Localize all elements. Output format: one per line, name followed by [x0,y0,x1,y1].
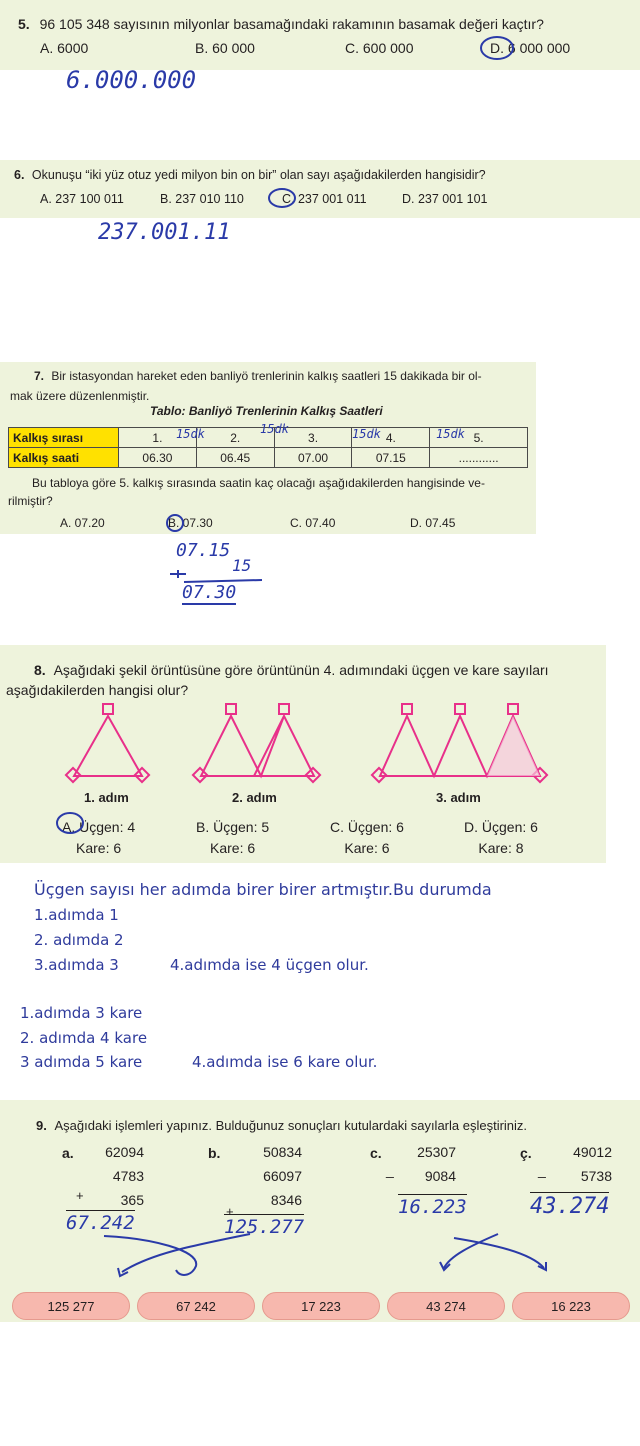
note-line: 3 adımda 5 kare [20,1053,143,1071]
row1-label: Kalkış sırası [9,428,119,448]
q9-match-arrows-icon [0,1228,640,1288]
q7-option-d[interactable]: D. 07.45 [410,516,456,530]
q9-d-label: ç. [520,1145,532,1161]
answer-box[interactable]: 43 274 [387,1292,505,1320]
table-row [9,448,528,468]
q7-answer-circle-icon [163,512,187,534]
note-line: 3.adımda 3 [34,956,119,974]
q9-c-label: c. [370,1145,382,1161]
operand: 5738 [580,1168,612,1184]
q8-pattern-figure [0,700,606,790]
q5-option-c[interactable]: C. 600 000 [345,40,414,56]
operand: 49012 [573,1144,612,1160]
q8-option-c-line2: Kare: 6 [344,840,390,856]
q7-text1: Bir istasyondan hareket eden banliyö trenlerinin kalkış saatleri 15 dakikada bir ol- [51,369,482,383]
q5-handwritten-work: 6.000.000 [66,66,197,94]
q6-option-a[interactable]: A. 237 100 011 [40,192,124,206]
q7-hand-note: 15dk [260,422,289,436]
q7-hand-note: 15dk [352,427,381,441]
q9-b-label: b. [208,1145,221,1161]
table-cell: ............ [430,448,528,468]
q9-a-result: 67.242 [66,1212,135,1234]
q6-handwritten-work: 237.001.11 [98,220,231,245]
q9-b-operator: + [226,1204,234,1219]
answer-box[interactable]: 125 277 [12,1292,130,1320]
note-line: 2. adımda 4 kare [20,1029,148,1047]
operand: 9084 [424,1168,456,1184]
operand: 365 [120,1192,144,1208]
operand: 4783 [112,1168,144,1184]
q8-option-b-line2: Kare: 6 [210,840,256,856]
q6-question [14,168,486,182]
q8-option-a-line2: Kare: 6 [76,840,122,856]
table-cell: 06.30 [119,448,197,468]
q7-option-b[interactable]: B. 07.30 [168,516,213,530]
q8-text2: aşağıdakilerden hangisi olur? [6,682,189,698]
q6-answer-circle-icon [266,186,298,210]
q8-question-line1 [34,662,549,678]
q8-number: 8. [34,662,46,678]
q7-hand-note: 15dk [176,427,205,441]
q5-number: 5. [18,16,30,32]
q5-question [18,16,544,32]
q8-option-b[interactable] [196,817,269,859]
q8-option-c-line1: C. Üçgen: 6 [330,819,404,835]
table-cell: 5. [430,428,528,448]
q9-a-operation [80,1140,144,1212]
q8-option-c[interactable] [330,817,404,859]
q9-c-operator: _ [386,1162,394,1178]
q7-work-line2: 15 [232,556,252,575]
row2-label: Kalkış saati [9,448,119,468]
q8-option-d-line2: Kare: 8 [478,840,524,856]
q6-option-d[interactable]: D. 237 001 101 [402,192,488,206]
note-line: 1.adımda 3 kare [20,1004,143,1022]
q7-work-line1: 07.15 [176,540,231,561]
operand: 8346 [270,1192,302,1208]
q9-a-label: a. [62,1145,74,1161]
q9-number: 9. [36,1118,47,1133]
answer-box[interactable]: 17 223 [262,1292,380,1320]
answer-box[interactable]: 16 223 [512,1292,630,1320]
q8-option-d-line1: D. Üçgen: 6 [464,819,538,835]
note-line: 4.adımda ise 6 kare olur. [192,1053,378,1071]
note-line: 2. adımda 2 [34,931,124,949]
q8-text1: Aşağıdaki şekil örüntüsüne göre örüntünün 4. adımındaki üçgen ve kare sayıları [53,662,549,678]
q5-text: 96 105 348 sayısının milyonlar basamağındaki rakamının basamak değeri kaçtır? [39,16,544,32]
q9-c-operation [392,1140,456,1188]
q7-number: 7. [34,369,45,383]
q8-step-label: 1. adım [84,790,129,805]
table-cell: 1. [119,428,197,448]
table-cell: 07.00 [274,448,352,468]
q5-answer-circle-icon [478,34,518,62]
q9-d-result: 43.274 [530,1194,610,1219]
q8-answer-circle-icon [54,810,86,836]
table-cell: 2. [196,428,274,448]
q9-b-operation [238,1140,302,1212]
q6-option-c[interactable]: C. 237 001 011 [282,192,367,206]
q9-d-operation [548,1140,612,1188]
operand: 50834 [263,1144,302,1160]
operand: 62094 [105,1144,144,1160]
answer-box[interactable]: 67 242 [137,1292,255,1320]
table-cell: 07.15 [352,448,430,468]
q7-text3: Bu tabloya göre 5. kalkış sırasında saatin kaç olacağı aşağıdakilerden hangisinde ve- [32,476,485,490]
q7-option-a[interactable]: A. 07.20 [60,516,105,530]
q7-text2: mak üzere düzenlenmiştir. [10,389,150,403]
q6-number: 6. [14,168,25,182]
table-cell: 06.45 [196,448,274,468]
q9-d-operator: _ [538,1162,546,1178]
q7-hand-note: 15dk [436,427,465,441]
note-line: 4.adımda ise 4 üçgen olur. [170,956,369,974]
q9-b-result: 125.277 [224,1216,305,1238]
table-cell: 3. [274,428,352,448]
q9-question [36,1118,527,1133]
q7-text4: rilmiştir? [8,494,53,508]
q7-question-line1 [34,369,482,383]
q8-option-b-line1: B. Üçgen: 5 [196,819,270,835]
q5-panel [0,0,640,70]
q5-option-d[interactable]: D. 6 000 000 [490,40,571,56]
operand: 66097 [263,1168,302,1184]
q7-table-title: Tablo: Banliyö Trenlerinin Kalkış Saatleri [150,404,383,418]
q8-step-label: 2. adım [232,790,277,805]
note-line: 1.adımda 1 [34,906,119,924]
q9-a-operator: + [76,1188,84,1203]
q5-option-b[interactable]: B. 60 000 [195,40,255,56]
q9-text: Aşağıdaki işlemleri yapınız. Bulduğunuz sonuçları kutulardaki sayılarla eşleştiriniz. [54,1118,528,1133]
q6-option-b[interactable]: B. 237 010 110 [160,192,244,206]
q7-option-c[interactable]: C. 07.40 [290,516,336,530]
q5-option-a[interactable]: A. 6000 [40,40,89,56]
q6-text: Okunuşu “iki yüz otuz yedi milyon bin on bir” olan sayı aşağıdakilerden hangisidir? [31,168,486,182]
operand: 25307 [417,1144,456,1160]
q7-work-result: 07.30 [182,582,237,603]
q9-c-result: 16.223 [398,1196,467,1218]
q8-step-label: 3. adım [436,790,481,805]
table-cell: 4. [352,428,430,448]
note-line: Üçgen sayısı her adımda birer birer artmıştır.Bu durumda [34,880,492,899]
q8-option-a-line1: A. Üçgen: 4 [62,819,136,835]
q8-option-d[interactable] [464,817,538,859]
